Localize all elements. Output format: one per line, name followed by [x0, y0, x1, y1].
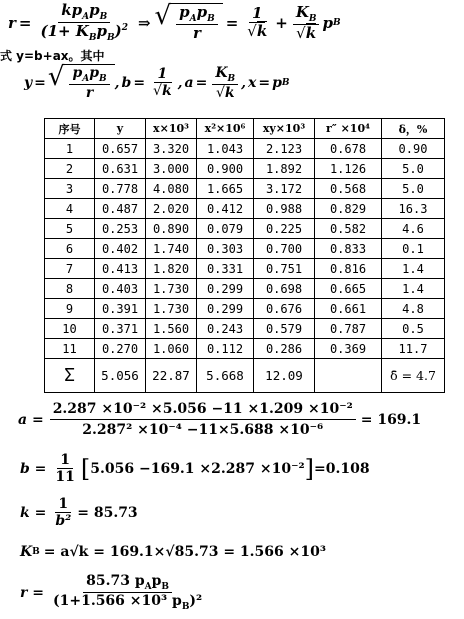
def-r: r: [85, 85, 94, 102]
def-eq1: =: [34, 74, 46, 91]
sum-cell: 5.668: [197, 359, 254, 393]
definitions-line: [24, 64, 290, 101]
table-cell: 0.890: [146, 219, 197, 239]
table-cell: 2.020: [146, 199, 197, 219]
den-open: (1+ K: [40, 22, 89, 41]
k-result: = 85.73: [77, 504, 138, 521]
def-pa: p: [72, 65, 83, 81]
rate-numerator: [58, 2, 110, 23]
radicand-num: [176, 4, 218, 25]
sqrt-icon: √: [154, 1, 172, 32]
one-over-sqrtk: [244, 5, 270, 41]
table-cell: 4.8: [382, 299, 445, 319]
def-eq4: =: [258, 74, 271, 91]
sqrtk-den: [244, 23, 270, 40]
k-fraction: [52, 496, 74, 529]
table-cell: 0.582: [315, 219, 382, 239]
table-cell: 0.286: [254, 339, 315, 359]
table-cell: 10: [45, 319, 95, 339]
table-cell: 3.172: [254, 179, 315, 199]
rad-p2: p: [196, 3, 208, 22]
table-cell: 4: [45, 199, 95, 219]
one: 1: [249, 5, 265, 23]
table-cell: 0.751: [254, 259, 315, 279]
equation-a: [18, 401, 421, 438]
table-cell: 0.665: [315, 279, 382, 299]
den-sub: B: [88, 33, 97, 44]
radicand-den: r: [192, 24, 201, 43]
def-b: b: [121, 74, 132, 91]
a-result: = 169.1: [360, 411, 422, 428]
table-cell: 1.730: [146, 279, 197, 299]
header-cell: x×10³: [146, 119, 197, 139]
comma1: ,: [114, 74, 120, 91]
table-row: [45, 199, 445, 219]
r-num-sub2: B: [161, 581, 170, 592]
sum-cell: 5.056: [95, 359, 146, 393]
def-k: k: [161, 83, 172, 100]
table-row: [45, 259, 445, 279]
def-k2: k: [224, 84, 235, 101]
r-den-sub: B: [181, 601, 190, 612]
table-cell: 0.243: [197, 319, 254, 339]
header-cell: δ，%: [382, 119, 445, 139]
table-cell: 0.700: [254, 239, 315, 259]
kb-sub: B: [308, 13, 317, 24]
def-b-den: [150, 83, 175, 99]
table-row: [45, 339, 445, 359]
implies-arrow: ⇒: [137, 13, 151, 32]
r-denominator: [50, 593, 205, 612]
sqrt-small-icon-2: √: [296, 23, 306, 42]
kb-over-sqrtk: [293, 4, 320, 43]
b-eleven: 11: [55, 469, 75, 486]
def-eq3: =: [195, 74, 208, 91]
table-cell: 3.000: [146, 159, 197, 179]
table-cell: 1.4: [382, 279, 445, 299]
table-cell: 16.3: [382, 199, 445, 219]
table-cell: 0.676: [254, 299, 315, 319]
sub-b: B: [99, 12, 108, 22]
table-cell: 1.560: [146, 319, 197, 339]
left-bracket-icon: [: [80, 454, 91, 483]
r-lhs: r =: [20, 584, 44, 601]
table-cell: 0.402: [95, 239, 146, 259]
sqrt-radicand: [171, 3, 223, 43]
sum-cell: [315, 359, 382, 393]
def-kb-sub: B: [227, 73, 236, 84]
den-pow: 2: [121, 23, 128, 34]
def-sqrt-icon: √: [47, 62, 65, 92]
sqrtk-den-2: [293, 25, 319, 42]
a-lhs: a =: [18, 411, 44, 428]
table-cell: 0.412: [197, 199, 254, 219]
table-cell: 2.123: [254, 139, 315, 159]
table-cell: 3.320: [146, 139, 197, 159]
table-row: [45, 279, 445, 299]
kb-num: [293, 4, 320, 25]
sum-cell: Σ: [45, 359, 95, 393]
def-frac: [69, 65, 109, 101]
table-cell: 0.900: [197, 159, 254, 179]
r-den-close: )²: [189, 593, 203, 610]
table-cell: 0.579: [254, 319, 315, 339]
table-cell: 4.080: [146, 179, 197, 199]
sqrt-term: [155, 3, 223, 43]
table-cell: 1.740: [146, 239, 197, 259]
table-cell: 1.730: [146, 299, 197, 319]
def-y: y: [24, 74, 33, 91]
table-cell: 0.225: [254, 219, 315, 239]
table-row: [45, 239, 445, 259]
k-one: 1: [55, 496, 71, 513]
def-sqrt: [48, 64, 115, 101]
table-cell: 0.787: [315, 319, 382, 339]
table-cell: 0.816: [315, 259, 382, 279]
k2: k: [305, 23, 317, 42]
table-sum-row: [45, 359, 445, 393]
def-a-den: [213, 85, 238, 101]
table-cell: 0.5: [382, 319, 445, 339]
table-cell: 0.391: [95, 299, 146, 319]
table-cell: 0.403: [95, 279, 146, 299]
def-sqrtk-icon: √: [153, 83, 162, 100]
header-cell: 序号: [45, 119, 95, 139]
kb: K: [295, 2, 309, 21]
k: k: [256, 22, 268, 41]
sub-a: A: [82, 12, 90, 22]
def-x-pb: p: [272, 74, 282, 91]
table-cell: 0.661: [315, 299, 382, 319]
table-cell: 0.657: [95, 139, 146, 159]
table-cell: 0.988: [254, 199, 315, 219]
def-pb-sub: B: [99, 73, 107, 84]
table-cell: 0.413: [95, 259, 146, 279]
rad-p1: p: [179, 3, 190, 22]
def-a: a: [184, 74, 194, 91]
table-row: [45, 319, 445, 339]
top-equation: [8, 2, 341, 44]
equation-k: [20, 496, 138, 529]
table-cell: 0.829: [315, 199, 382, 219]
table-cell: 0.299: [197, 279, 254, 299]
a-denominator: 2.287² ×10⁻⁴ −11×5.688 ×10⁻⁶: [82, 422, 324, 439]
r-numerator: [83, 573, 172, 593]
k-den: b²: [55, 513, 72, 530]
def-eq2: =: [133, 74, 146, 91]
right-bracket-icon: ]: [304, 454, 314, 483]
sum-cell: 22.87: [146, 359, 197, 393]
table-cell: 0.833: [315, 239, 382, 259]
den-p: p: [96, 22, 107, 41]
table-cell: 5.0: [382, 159, 445, 179]
def-a-num: [212, 65, 238, 85]
sqrt-small-icon: √: [247, 22, 257, 41]
table-cell: 0.568: [315, 179, 382, 199]
table-cell: 8: [45, 279, 95, 299]
comma3: ,: [241, 74, 247, 91]
table-header-row: [45, 119, 445, 139]
comma2: ,: [177, 74, 183, 91]
r-fraction: [50, 573, 205, 612]
def-radicand: [64, 64, 114, 101]
den-sub2: B: [106, 33, 115, 44]
header-cell: y: [95, 119, 146, 139]
table-cell: 6: [45, 239, 95, 259]
table-cell: 11.7: [382, 339, 445, 359]
def-frac-num: [69, 65, 109, 85]
table-cell: 11: [45, 339, 95, 359]
def-one: 1: [154, 66, 170, 83]
table-cell: 5.0: [382, 179, 445, 199]
table-cell: 1.892: [254, 159, 315, 179]
table-cell: 0.371: [95, 319, 146, 339]
header-cell: x²×10⁶: [197, 119, 254, 139]
def-x: x: [248, 74, 257, 91]
table-cell: 0.487: [95, 199, 146, 219]
sum-cell: δ̄ = 4.7: [382, 359, 445, 393]
table-cell: 0.331: [197, 259, 254, 279]
r-num-sub1: A: [144, 581, 152, 592]
radicand-fraction: [176, 4, 218, 43]
table-cell: 0.079: [197, 219, 254, 239]
def-b-frac: [150, 66, 175, 99]
equation-b: [20, 452, 370, 485]
r-num-main: 85.73 p: [86, 573, 145, 589]
table-cell: 0.369: [315, 339, 382, 359]
a-fraction: [50, 401, 356, 438]
equation-r: [20, 573, 208, 612]
table-cell: 2: [45, 159, 95, 179]
table-cell: 0.90: [382, 139, 445, 159]
r-num-p: p: [151, 573, 162, 589]
equals-sign-2: =: [225, 13, 239, 32]
num-p: p: [89, 1, 100, 19]
table-cell: 1.665: [197, 179, 254, 199]
kb-lhs: K: [20, 544, 33, 560]
sum-cell: 12.09: [254, 359, 315, 393]
b-result: =0.108: [313, 460, 370, 477]
header-cell: xy×10³: [254, 119, 315, 139]
table-row: [45, 159, 445, 179]
table-cell: 0.631: [95, 159, 146, 179]
tail-sub: B: [332, 17, 341, 28]
lhs-r: r: [8, 13, 16, 32]
table-cell: 0.253: [95, 219, 146, 239]
table-body: [45, 119, 445, 393]
rad-sub2: B: [207, 14, 215, 25]
rate-denominator: [37, 23, 130, 43]
b-fraction: [52, 452, 77, 485]
table-cell: 1.060: [146, 339, 197, 359]
intro-line: 式 y=b+ax。其中: [0, 49, 105, 63]
def-pb: p: [89, 65, 100, 81]
kb-lhs-sub: B: [32, 547, 40, 557]
table-cell: 0.299: [197, 299, 254, 319]
table-row: [45, 139, 445, 159]
data-table: [44, 118, 445, 393]
def-kb: K: [215, 64, 228, 81]
table-cell: 0.303: [197, 239, 254, 259]
table-cell: 9: [45, 299, 95, 319]
table-cell: 7: [45, 259, 95, 279]
def-sqrtk-icon-2: √: [215, 84, 225, 101]
equation-kb: [20, 544, 326, 560]
b-body: 5.056 −169.1 ×2.287 ×10⁻²: [90, 460, 305, 477]
table-cell: 1: [45, 139, 95, 159]
def-a-frac: [212, 65, 238, 101]
num-kp: kp: [61, 1, 83, 19]
table-cell: 0.678: [315, 139, 382, 159]
table-cell: 0.1: [382, 239, 445, 259]
table-cell: 5: [45, 219, 95, 239]
rate-fraction: [37, 2, 130, 44]
table-row: [45, 299, 445, 319]
a-numerator: 2.287 ×10⁻² ×5.056 −11 ×1.209 ×10⁻²: [50, 401, 356, 420]
table-row: [45, 219, 445, 239]
table-cell: 4.6: [382, 219, 445, 239]
tail-p: p: [322, 13, 333, 32]
table-cell: 0.112: [197, 339, 254, 359]
plus-sign: +: [275, 13, 288, 32]
def-x-pb-sub: B: [281, 77, 290, 88]
table-cell: 1.820: [146, 259, 197, 279]
table-cell: 0.698: [254, 279, 315, 299]
kb-body: = a√k = 169.1×√85.73 = 1.566 ×10³: [43, 544, 326, 560]
header-cell: r″ ×10⁴: [315, 119, 382, 139]
equals-sign: =: [18, 13, 32, 32]
rad-sub1: A: [189, 14, 197, 25]
table-cell: 3: [45, 179, 95, 199]
b-lhs: b =: [20, 460, 47, 477]
table-cell: 0.270: [95, 339, 146, 359]
def-pa-sub: A: [82, 73, 90, 84]
table-cell: 1.126: [315, 159, 382, 179]
k-lhs: k =: [20, 504, 47, 521]
r-den-main: (1+1.566 ×10³ p: [52, 593, 182, 610]
table-cell: 1.043: [197, 139, 254, 159]
table-cell: 0.778: [95, 179, 146, 199]
table-row: [45, 179, 445, 199]
b-one: 1: [57, 452, 73, 469]
den-close: ): [114, 22, 122, 41]
table-cell: 1.4: [382, 259, 445, 279]
